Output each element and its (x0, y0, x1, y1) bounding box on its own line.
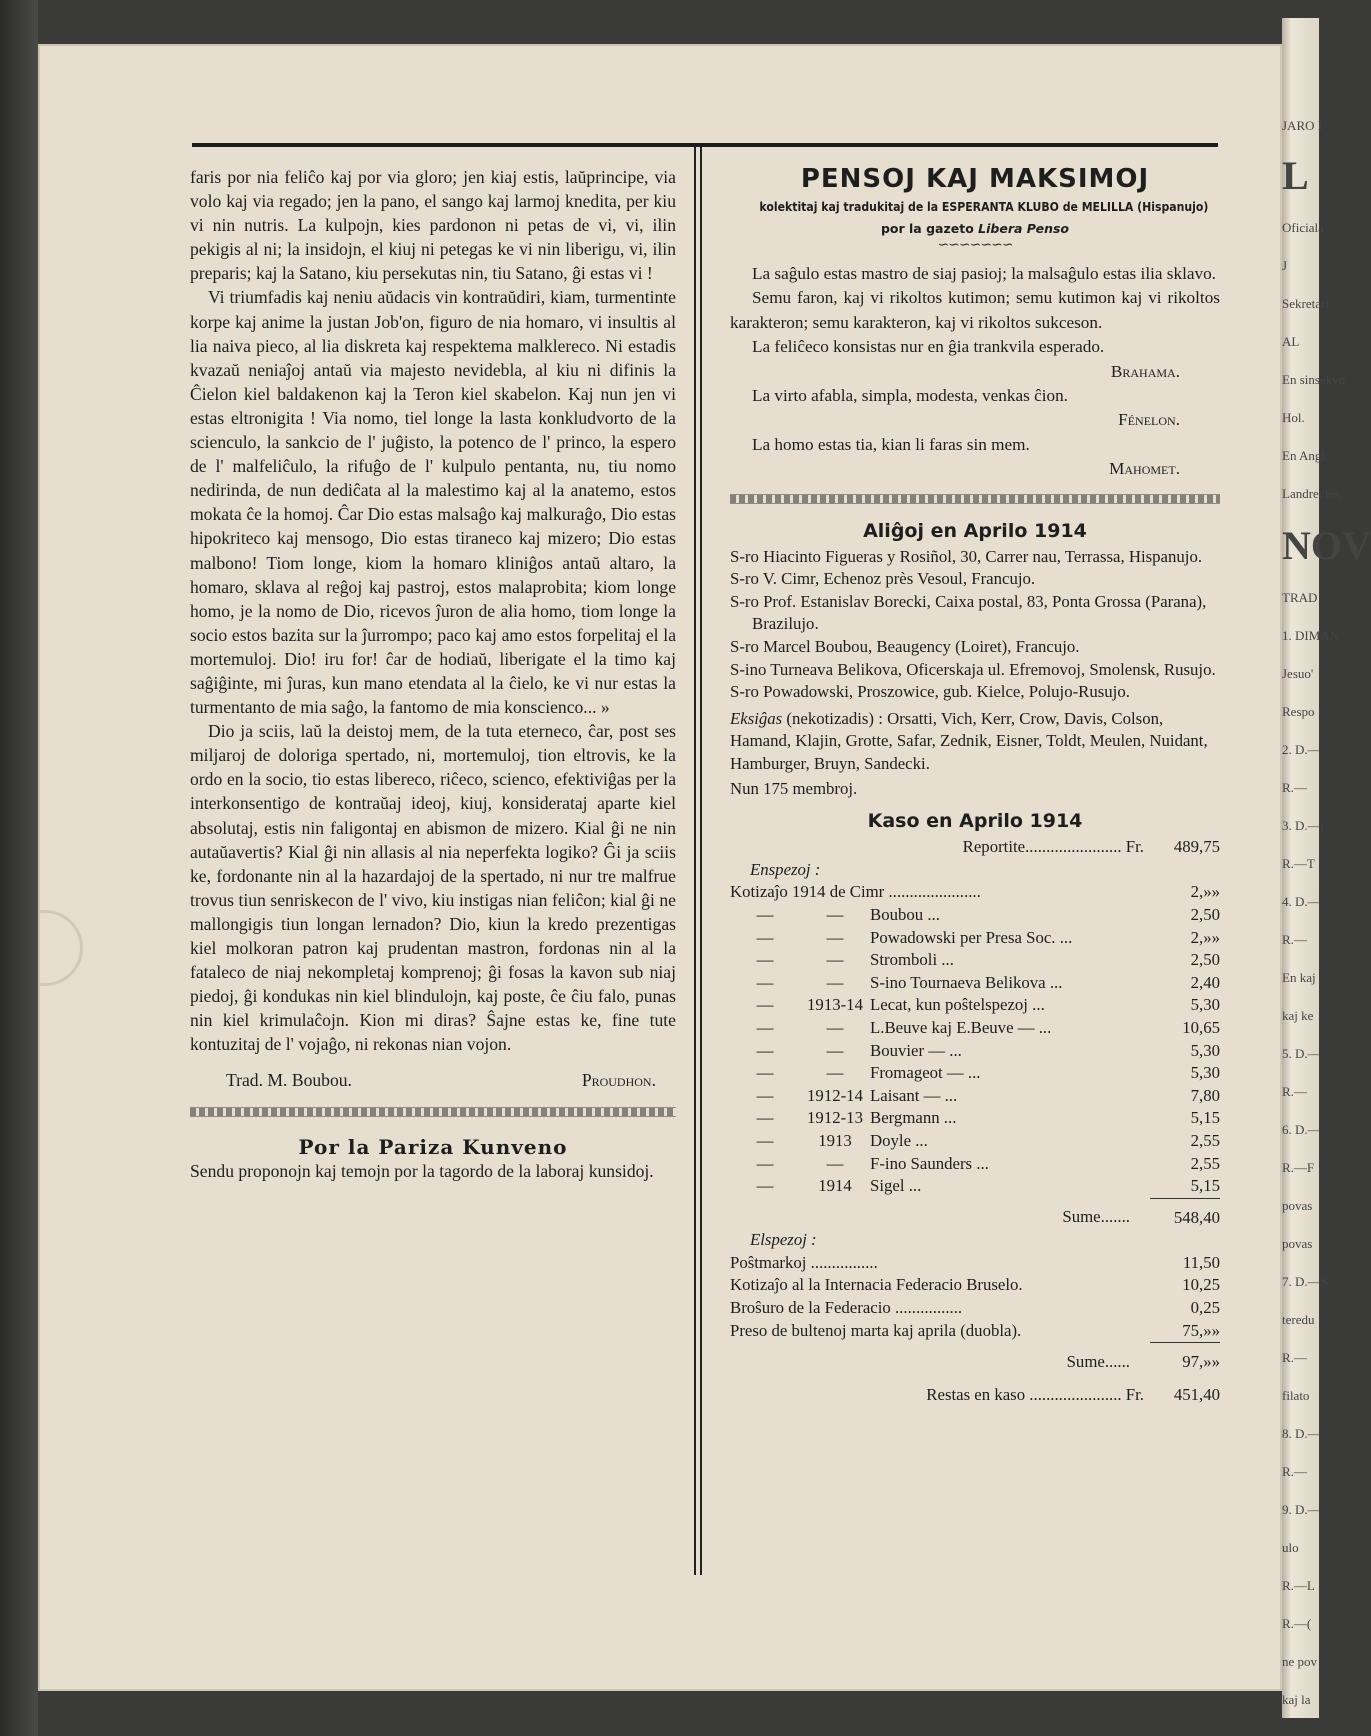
sume-value: 97,»» (1150, 1343, 1220, 1374)
ledger-dash: — (756, 1040, 774, 1060)
subtitle-prefix: por la gazeto (880, 221, 974, 236)
ledger-label: Doyle ... (870, 1130, 928, 1150)
ledger-year: — (826, 1063, 844, 1083)
ledger-label: Reportite....................... Fr. (962, 837, 1144, 857)
ledger-value: 2,»» (1190, 927, 1220, 947)
aligoj-heading: Aliĝoj en Aprilo 1914 (863, 519, 1087, 542)
edge-fragment: 5. D.— (1282, 1046, 1321, 1061)
ledger-row (730, 1198, 1220, 1229)
ledger-year: — (826, 972, 844, 992)
edge-fragment: Oficiala (1282, 220, 1324, 235)
member-entry: S-ino Turneava Belikova, Oficerskaja ul. Efremovoj, Smolensk, Rusujo. (730, 659, 1216, 679)
member-entry: S-ro Powadowski, Proszowice, gub. Kielce, Polujo-Rusujo. (730, 682, 1130, 702)
ledger-value: 5,30 (1190, 995, 1220, 1015)
ledger-row (730, 904, 1220, 927)
ledger-year: — (826, 1017, 844, 1037)
ledger-dash: — (756, 1085, 774, 1105)
top-rule (192, 143, 1218, 147)
elspezoj-label: Elspezoj : (750, 1230, 817, 1250)
ledger-label: Stromboli ... (870, 950, 954, 970)
ledger-dash: — (756, 995, 774, 1015)
edge-fragment: L (1282, 153, 1309, 198)
kunveno-text: Sendu proponojn kaj temojn por la tagordo de la laboraj kunsidoj. (190, 1160, 654, 1181)
ledger-value: 5,30 (1190, 1063, 1220, 1083)
ledger-row (730, 1085, 1220, 1108)
ledger-label: L.Beuve kaj E.Beuve — ... (870, 1017, 1052, 1037)
edge-fragment: 9. D.— (1282, 1502, 1321, 1517)
edge-fragment: Hol. (1282, 410, 1305, 425)
ledger-row (730, 994, 1220, 1017)
edge-fragment: R.— (1282, 932, 1307, 947)
edge-fragment: 4. D.— (1282, 894, 1321, 909)
section-title: PENSOJ KAJ MAKSIMOJ (800, 164, 1150, 194)
column-rule-1 (694, 145, 696, 1575)
wavy-divider (190, 1107, 676, 1117)
kunveno-heading: Por la Pariza Kunveno (298, 1134, 568, 1159)
maxim: La saĝulo estas mastro de siaj pasioj; la malsaĝulo estas ilia sklavo. (752, 264, 1216, 283)
edge-fragment: J (1282, 258, 1288, 273)
ledger-value: 489,75 (1173, 837, 1220, 857)
ledger-label: Fromageot — ... (870, 1063, 981, 1083)
ledger-year: 1913 (818, 1130, 852, 1150)
ledger-value: 11,50 (1182, 1252, 1220, 1272)
ledger-year: 1912-14 (807, 1085, 863, 1105)
edge-fragment: povas (1282, 1198, 1313, 1213)
ledger-table (730, 836, 1220, 1406)
section-subtitle-2 (730, 218, 1220, 240)
sume-value: 548,40 (1150, 1198, 1220, 1229)
ledger-dash: — (756, 1063, 774, 1083)
ledger-value: 2,55 (1190, 1130, 1220, 1150)
translator: Trad. M. Boubou. (226, 1070, 352, 1091)
maxim-author: Mahomet. (1109, 459, 1180, 479)
edge-fragment: Jesuo' (1282, 666, 1314, 681)
ledger-label: F-ino Saunders ... (870, 1153, 989, 1173)
ledger-label: Bouvier — ... (870, 1040, 962, 1060)
ledger-dash: — (756, 927, 774, 947)
member-entry: S-ro V. Cimr, Echenoz près Vesoul, Francujo. (730, 569, 1036, 589)
ledger-label: Lecat, kun poŝtelspezoj ... (870, 995, 1045, 1015)
ledger-dash: — (756, 950, 774, 970)
ledger-dash: — (756, 1017, 774, 1037)
ledger-value: 2,»» (1190, 882, 1220, 902)
edge-fragment: R.—T (1282, 856, 1315, 871)
ledger-dash: — (756, 1130, 774, 1150)
paragraph: faris por nia feliĉo kaj por via gloro; jen kiaj estis, laŭprincipe, via volo kaj via regado; jen la pano, el sango kaj larmoj knedita, per kiu vi nin nutris. La kulpojn, kies pardonon ni petas de vi, vi, ilin pekigis al ni; la insidojn, el kiuj ni petegas ke vi nin liberigu, vi, ilin preparis; kaj la Satano, kiu persekutas nin, tiu Satano, ĝi estas vi ! (190, 167, 676, 284)
paragraph: Dio ja sciis, laŭ la deistoj mem, de la tuta eterneco, ĉar, post ses miljaroj de doloriga spertado, ni, mortemuloj, tion eltrovis, ke la ordo en la socio, tio estas libereco, riĉeco, scienco, efektiviĝas per la interkonsentigo de kontraŭaj ideoj, kiuj, konsiderataj aparte kiel absolutaj, estis nin faligontaj en abismon de mizero. Kial ĝi ne nin autaŭavertis? Kial ĝi nin allasis al nia neperfekta logiko? Ĝi ja sciis ke, fordonante nin al la hazardajoj de la spertado, ni nur tre malfrue trovus tiun senriskecon de l' vivo, kiu instigas nian feliĉon; kial ĝi ne mallongigis tiun longan lernadon? Dio, kiun la kredo prezentigas kiel molkoran patron kaj prudentan mastron, fordonas nin al la fataleco de niaj nekompletaj komprenoj; ĝi fosas la kavon sub niaj piedoj, ĝi kondukas nin kiel blindulojn, kaj poste, ĉe ĉiu falo, punas nin kiel krimulaĉojn. Kion mi diras? Ŝajne estas ke, fine tute kontuzitaj de l' vojaĝo, ni rekonas nian vojon. (190, 721, 676, 1055)
left-column (190, 165, 676, 1183)
signature-line (226, 1068, 656, 1092)
maxim: La feliĉeco konsistas nur en ĝia trankvila esperado. (752, 337, 1105, 357)
edge-fragment: 3. D.—( (1282, 818, 1325, 833)
ledger-value: 5,15 (1190, 1176, 1220, 1196)
ledger-year: — (826, 1040, 844, 1060)
member-entry: S-ro Hiacinto Figueras y Rosiñol, 30, Carrer nau, Terrassa, Hispanujo. (730, 546, 1203, 566)
ledger-row (730, 881, 1220, 904)
maxim-author: Brahama. (1110, 361, 1180, 381)
ledger-value: 2,50 (1190, 904, 1220, 924)
ledger-row (730, 927, 1220, 950)
edge-fragment: En kaj (1282, 970, 1316, 985)
edge-fragment: JARO I (1282, 118, 1323, 133)
wavy-divider (730, 494, 1220, 504)
ledger-value: 2,50 (1190, 950, 1220, 970)
section-subtitle: kolektitaj kaj tradukitaj de la ESPERANTA KLUBO de MELILLA (Hispanujo) (759, 199, 1209, 214)
ledger-year: 1912-13 (807, 1108, 863, 1128)
member-count: Nun 175 membroj. (730, 778, 858, 798)
edge-fragment: R.— (1282, 780, 1307, 795)
ledger-label: Broŝuro de la Federacio ................ (730, 1298, 963, 1318)
ledger-value: 0,25 (1190, 1298, 1220, 1318)
edge-fragment: R.—F (1282, 1160, 1315, 1175)
adjacent-page-edge (1282, 18, 1371, 1718)
edge-fragment: TRAD (1282, 590, 1318, 605)
ledger-row (730, 1343, 1220, 1374)
ledger-value: 10,65 (1182, 1017, 1220, 1037)
ledger-label: Powadowski per Presa Soc. ... (870, 927, 1073, 947)
ledger-label: Poŝtmarkoj ................ (730, 1252, 878, 1272)
ledger-year: — (826, 950, 844, 970)
maxim: La homo estas tia, kian li faras sin mem. (752, 434, 1030, 454)
edge-fragment: 7. D.—S (1282, 1274, 1328, 1289)
edge-fragment: 1. DIMAN (1282, 628, 1340, 643)
ledger-label: Restas en kaso ...................... Fr. (926, 1384, 1144, 1404)
edge-fragment: NOV (1282, 523, 1371, 568)
ledger-row (730, 1374, 1220, 1407)
edge-fragment: R.— (1282, 1464, 1307, 1479)
ledger-label: Sigel ... (870, 1176, 922, 1196)
ledger-label: Kotizaĵo 1914 de Cimr ...................... (730, 882, 981, 902)
ledger-label: Laisant — ... (870, 1085, 958, 1105)
ledger-value: 5,30 (1190, 1040, 1220, 1060)
edge-fragment: ne pov (1282, 1654, 1318, 1669)
ledger-value: 7,80 (1190, 1085, 1220, 1105)
member-entry: S-ro Marcel Boubou, Beaugency (Loiret), Francujo. (730, 637, 1080, 657)
edge-fragment: En sinsekvo (1282, 372, 1346, 387)
ledger-dash: — (756, 904, 774, 924)
binding-shadow (0, 0, 38, 1736)
eksigas-entry (730, 708, 1220, 776)
ledger-row (730, 1130, 1220, 1153)
edge-fragment: En Angl. (1282, 448, 1329, 463)
ledger-row (730, 836, 1220, 859)
edge-fragment: Sekretari (1282, 296, 1329, 311)
ledger-value: 75,»» (1182, 1320, 1220, 1340)
ledger-row (730, 1040, 1220, 1063)
ledger-row (730, 1107, 1220, 1130)
edge-fragment: 2. D.— (1282, 742, 1321, 757)
edge-fragment: ulo (1282, 1540, 1299, 1555)
ledger-row (730, 1062, 1220, 1085)
ledger-label: Preso de bultenoj marta kaj aprila (duobla). (730, 1320, 1022, 1340)
column-rule-2 (700, 145, 702, 1575)
ledger-year: — (826, 927, 844, 947)
gazette-name: Libera Penso (978, 221, 1070, 236)
edge-fragment: R.—( (1282, 1616, 1312, 1631)
ledger-label: Bergmann ... (870, 1108, 957, 1128)
elspezoj-rows (730, 1252, 1220, 1343)
sume-label: Sume...... (1066, 1351, 1130, 1371)
right-column (730, 162, 1220, 1406)
maxim: La virto afabla, simpla, modesta, venkas ĉion. (752, 386, 1068, 406)
edge-fragment: kaj la (1282, 1692, 1311, 1707)
ledger-year: — (826, 904, 844, 924)
edge-fragment: kaj ke (1282, 1008, 1314, 1023)
member-entry: S-ro Prof. Estanislav Borecki, Caixa postal, 83, Ponta Grossa (Parana), Brazilujo. (730, 591, 1207, 634)
edge-fragment: Respo (1282, 704, 1315, 719)
ledger-value: 5,15 (1190, 1108, 1220, 1128)
ledger-dash: — (756, 1176, 774, 1196)
eksigas-text: (nekotizadis) : Orsatti, Vich, Kerr, Crow, Davis, Colson, Hamand, Klajin, Grotte, Safar, Zednik, Eisner, Toldt, Meulen, Nuidant, Hamburger, Bruyn, Sandecki. (730, 708, 1208, 773)
edge-fragment: AL (1282, 334, 1300, 349)
maxim-author: Fénelon. (1118, 410, 1180, 430)
ledger-year: 1914 (818, 1176, 852, 1196)
ledger-dash: — (756, 1108, 774, 1128)
ledger-dash: — (756, 972, 774, 992)
edge-fragment: R.—L (1282, 1578, 1315, 1593)
ledger-value: 2,40 (1190, 972, 1220, 992)
maxim: Semu faron, kaj vi rikoltos kutimon; semu kutimon kaj vi rikoltos karakteron; semu karakteron, kaj vi rikoltos sukceson. (730, 288, 1220, 332)
ledger-row (730, 1153, 1220, 1176)
ledger-value: 2,55 (1190, 1153, 1220, 1173)
enspezoj-rows (730, 881, 1220, 1198)
kaso-heading: Kaso en Aprilo 1914 (867, 810, 1083, 833)
ledger-year: — (826, 1153, 844, 1173)
ledger-row (730, 1274, 1220, 1297)
ledger-dash: — (756, 1153, 774, 1173)
edge-fragment: 8. D.— (1282, 1426, 1321, 1441)
eksigas-label: Eksiĝas (730, 708, 783, 728)
edge-fragment: teredu (1282, 1312, 1315, 1327)
ledger-row (730, 1320, 1220, 1343)
ledger-row (730, 1252, 1220, 1275)
ledger-row (730, 1017, 1220, 1040)
paragraph: Vi triumfadis kaj neniu aŭdacis vin kontraŭdiri, kiam, turmentinte korpe kaj anime la justan Job'on, figuro de nia homaro, vi insultis al lia naiva pieco, al lia diskreta kaj respektema malklereco. Ni estadis kvazaŭ neniaĵoj antaŭ via majesto nevidebla, al kiu ni difinis la Ĉielon kiel baldakenon kaj la Teron kiel skabelon. Kaj nun jen vi estas eltronigita ! Via nomo, tiel longe la lasta konkludvorto de la scienculo, la sankcio de l' juĝisto, la potenco de l' princo, la espero de l' malfeliĉulo, la rifuĝo de l' kulpulo pentanta, nu, tiu nomo nedirinda, de nun dediĉata al la malestimo kaj al la anatemo, estos mokata ĉe la homoj. Ĉar Dio estas malsaĝo kaj malkuraĝo, Dio estas hipokriteco kaj mensogo, Dio estas tiraneco kaj mizero; Dio estas malbono! Tiom longe, kiom la homaro kliniĝos antaŭ altaro, la homaro, sklava al reĝoj kaj pastroj, estos malaprobita; kiom longe homo, je la nomo de Dio, ricevos ĵuron de alia homo, tiom longe la socio estos bazita sur la ĵurrompo; paco kaj amo estos forpelitaj el la mortemuloj. Dio! iru for! ĉar de hodiaŭ, liberigate el la timo kaj saĝiĝinte, mi ĵuras, kun mano etendata al la ĉielo, ke vi nur estas la turmentanto de mia saĝo, la fantomo de mia konscienco... » (190, 287, 676, 718)
ledger-row (730, 949, 1220, 972)
sume-label: Sume....... (1062, 1207, 1130, 1227)
author-name: Proudhon. (581, 1070, 656, 1091)
ledger-year: 1913-14 (807, 995, 863, 1015)
ornament: ∽∽∽∽∽∽∽ (937, 238, 1013, 253)
ledger-value: 451,40 (1173, 1384, 1220, 1404)
enspezoj-label: Enspezoj : (750, 859, 821, 879)
ledger-row (730, 972, 1220, 995)
edge-fragment: povas (1282, 1236, 1313, 1251)
edge-fragment: Landrecies, (1282, 486, 1343, 501)
ledger-row (730, 1297, 1220, 1320)
ledger-label: S-ino Tournaeva Belikova ... (870, 972, 1063, 992)
edge-fragment: 6. D.— (1282, 1122, 1321, 1137)
edge-fragment: R.— (1282, 1350, 1307, 1365)
ledger-value: 10,25 (1182, 1275, 1220, 1295)
ledger-label: Boubou ... (870, 904, 940, 924)
edge-fragment: filato (1282, 1388, 1310, 1403)
ledger-label: Kotizaĵo al la Internacia Federacio Bruselo. (730, 1275, 1023, 1295)
edge-fragment: R.— (1282, 1084, 1307, 1099)
ledger-row (730, 1175, 1220, 1198)
